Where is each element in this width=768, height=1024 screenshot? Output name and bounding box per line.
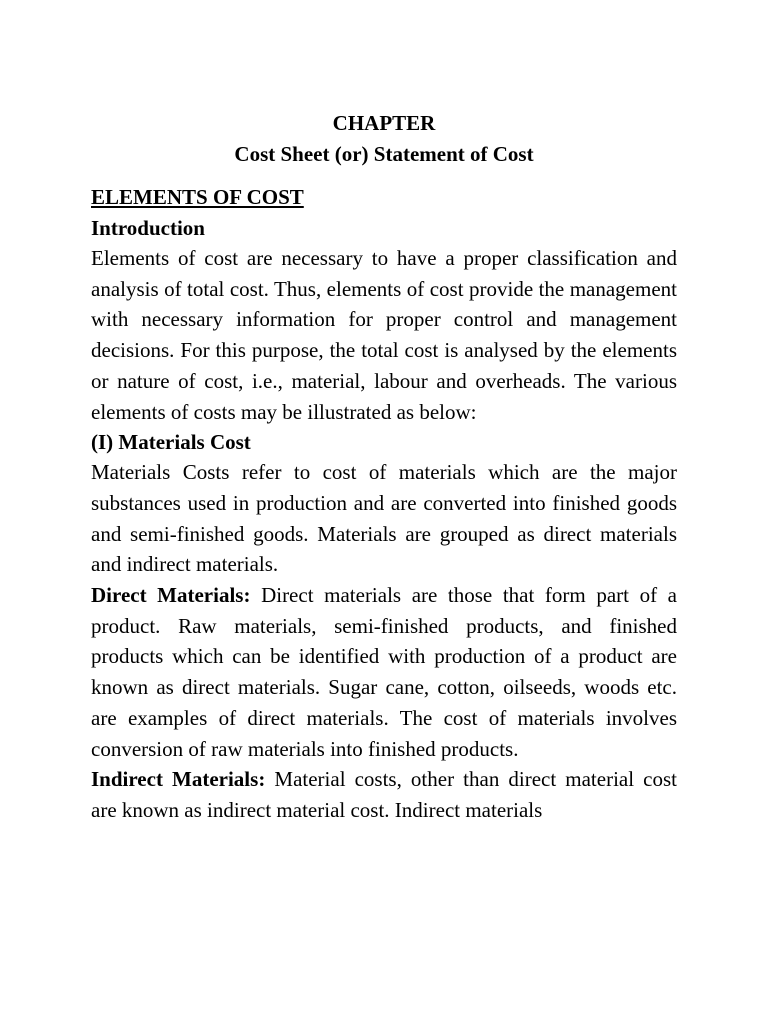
materials-cost-paragraph: Materials Costs refer to cost of materials which are the major substances used in production and are converted into finished goods and semi-finished goods. Materials are grouped as direct materials and indirect materials. xyxy=(91,460,677,577)
indirect-materials-label: Indirect Materials: xyxy=(91,767,266,792)
introduction-heading: Introduction xyxy=(91,216,205,240)
direct-materials-label: Direct Materials: xyxy=(91,583,251,608)
chapter-title: Cost Sheet (or) Statement of Cost xyxy=(234,142,534,166)
direct-materials-paragraph xyxy=(91,580,677,764)
indirect-materials-paragraph xyxy=(91,764,677,825)
direct-materials-text: Direct materials are those that form part of a product. Raw materials, semi-finished products, and finished products which can be identified with production of a product are known as direct materials. Sugar cane, cotton, oilseeds, woods etc. are examples of direct materials. The cost of materials involves conversion of raw materials into finished products. xyxy=(91,583,677,761)
introduction-paragraph: Elements of cost are necessary to have a proper classification and analysis of total cost. Thus, elements of cost provide the management with necessary information for proper control and management decisions. For this purpose, the total cost is analysed by the elements or nature of cost, i.e., material, labour and overheads. The various elements of costs may be illustrated as below: xyxy=(91,246,677,424)
chapter-label: CHAPTER xyxy=(332,111,436,135)
indirect-materials-text: Material costs, other than direct material cost are known as indirect material cost. Indirect materials xyxy=(91,767,677,822)
section-heading: ELEMENTS OF COST xyxy=(91,185,304,209)
document-page xyxy=(91,108,677,826)
materials-cost-heading: (I) Materials Cost xyxy=(91,430,251,455)
